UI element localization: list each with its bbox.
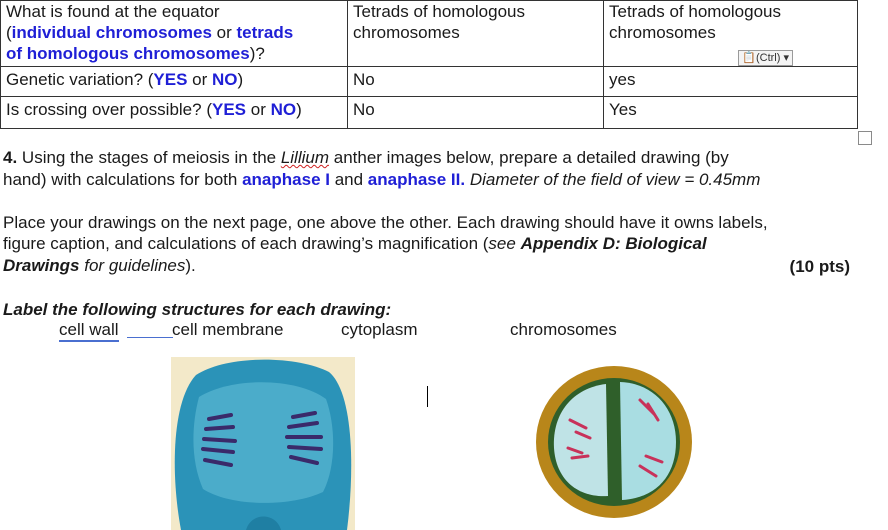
anaphase-2-svg — [528, 358, 700, 530]
table-row — [1, 97, 858, 129]
ctrl-label: (Ctrl) — [755, 52, 781, 64]
appendix-ref: Appendix D: Biological — [520, 234, 707, 253]
labels-heading: Label the following structures for each drawing: — [3, 300, 392, 319]
answer-text: Tetrads of homologous chromosomes — [609, 2, 781, 42]
question-4-line2: hand) with calculations for both anaphase I and anaphase II. Diameter of the field of view = 0.45mm — [3, 170, 761, 189]
table-row — [1, 67, 858, 97]
q-line1: What is found at the equator — [6, 2, 220, 21]
paste-options-button[interactable]: 📋(Ctrl) ▾ — [738, 50, 793, 66]
answer-cell-2[interactable]: Yes — [604, 97, 858, 129]
row-add-marker[interactable] — [858, 131, 872, 145]
label-cytoplasm: cytoplasm — [341, 320, 418, 339]
label-chromosomes: chromosomes — [510, 320, 617, 339]
label-cell-membrane: cell membrane — [172, 320, 284, 339]
anaphase-2-image — [528, 358, 700, 530]
species-name: Lillium — [280, 148, 330, 167]
question-cell: Is crossing over possible? (YES or NO) — [1, 97, 348, 129]
anaphase-1-image — [171, 357, 355, 530]
answer-cell-2[interactable] — [604, 1, 858, 67]
paren-open: ( — [6, 23, 12, 42]
underline-mark — [127, 337, 173, 338]
option-individual: individual chromosomes — [11, 23, 212, 42]
points-label: (10 pts) — [789, 257, 850, 276]
yes-option: YES — [211, 100, 247, 119]
answer-cell-1[interactable]: No — [348, 67, 604, 97]
anaphase-2-text: anaphase II. — [367, 170, 466, 189]
question-cell: Genetic variation? (YES or NO) — [1, 67, 348, 97]
paren-close: )? — [249, 44, 265, 63]
yes-option: YES — [153, 70, 188, 89]
answer-cell-1[interactable]: Tetrads of homologous chromosomes — [348, 1, 604, 67]
instructions-line3: Drawings for guidelines). — [3, 256, 196, 275]
instructions-line2: figure caption, and calculations of each drawing’s magnification (see Appendix D: Biological — [3, 234, 707, 253]
text-cursor — [427, 386, 428, 407]
question-table — [0, 0, 858, 129]
option-homologous: of homologous chromosomes — [6, 44, 250, 63]
question-4-line1: 4. Using the stages of meiosis in the Lillium anther images below, prepare a detailed drawing (by — [3, 148, 729, 167]
or-text: or — [211, 23, 237, 42]
instructions-line1: Place your drawings on the next page, one above the other. Each drawing should have it owns labels, — [3, 213, 768, 232]
no-option: NO — [270, 100, 297, 119]
answer-cell-1[interactable]: No — [348, 97, 604, 129]
diameter-text: Diameter of the field of view = 0.45mm — [465, 170, 761, 189]
anaphase-1-svg — [171, 357, 355, 530]
table-row — [1, 1, 858, 67]
answer-cell-2[interactable]: yes — [604, 67, 858, 97]
label-cell-wall: cell wall — [59, 320, 119, 342]
cytoplasm-region — [193, 382, 333, 503]
option-tetrads: tetrads — [236, 23, 294, 42]
anaphase-1-text: anaphase I — [242, 170, 330, 189]
question-cell — [1, 1, 348, 67]
no-option: NO — [212, 70, 238, 89]
clipboard-icon: 📋 — [742, 52, 756, 64]
